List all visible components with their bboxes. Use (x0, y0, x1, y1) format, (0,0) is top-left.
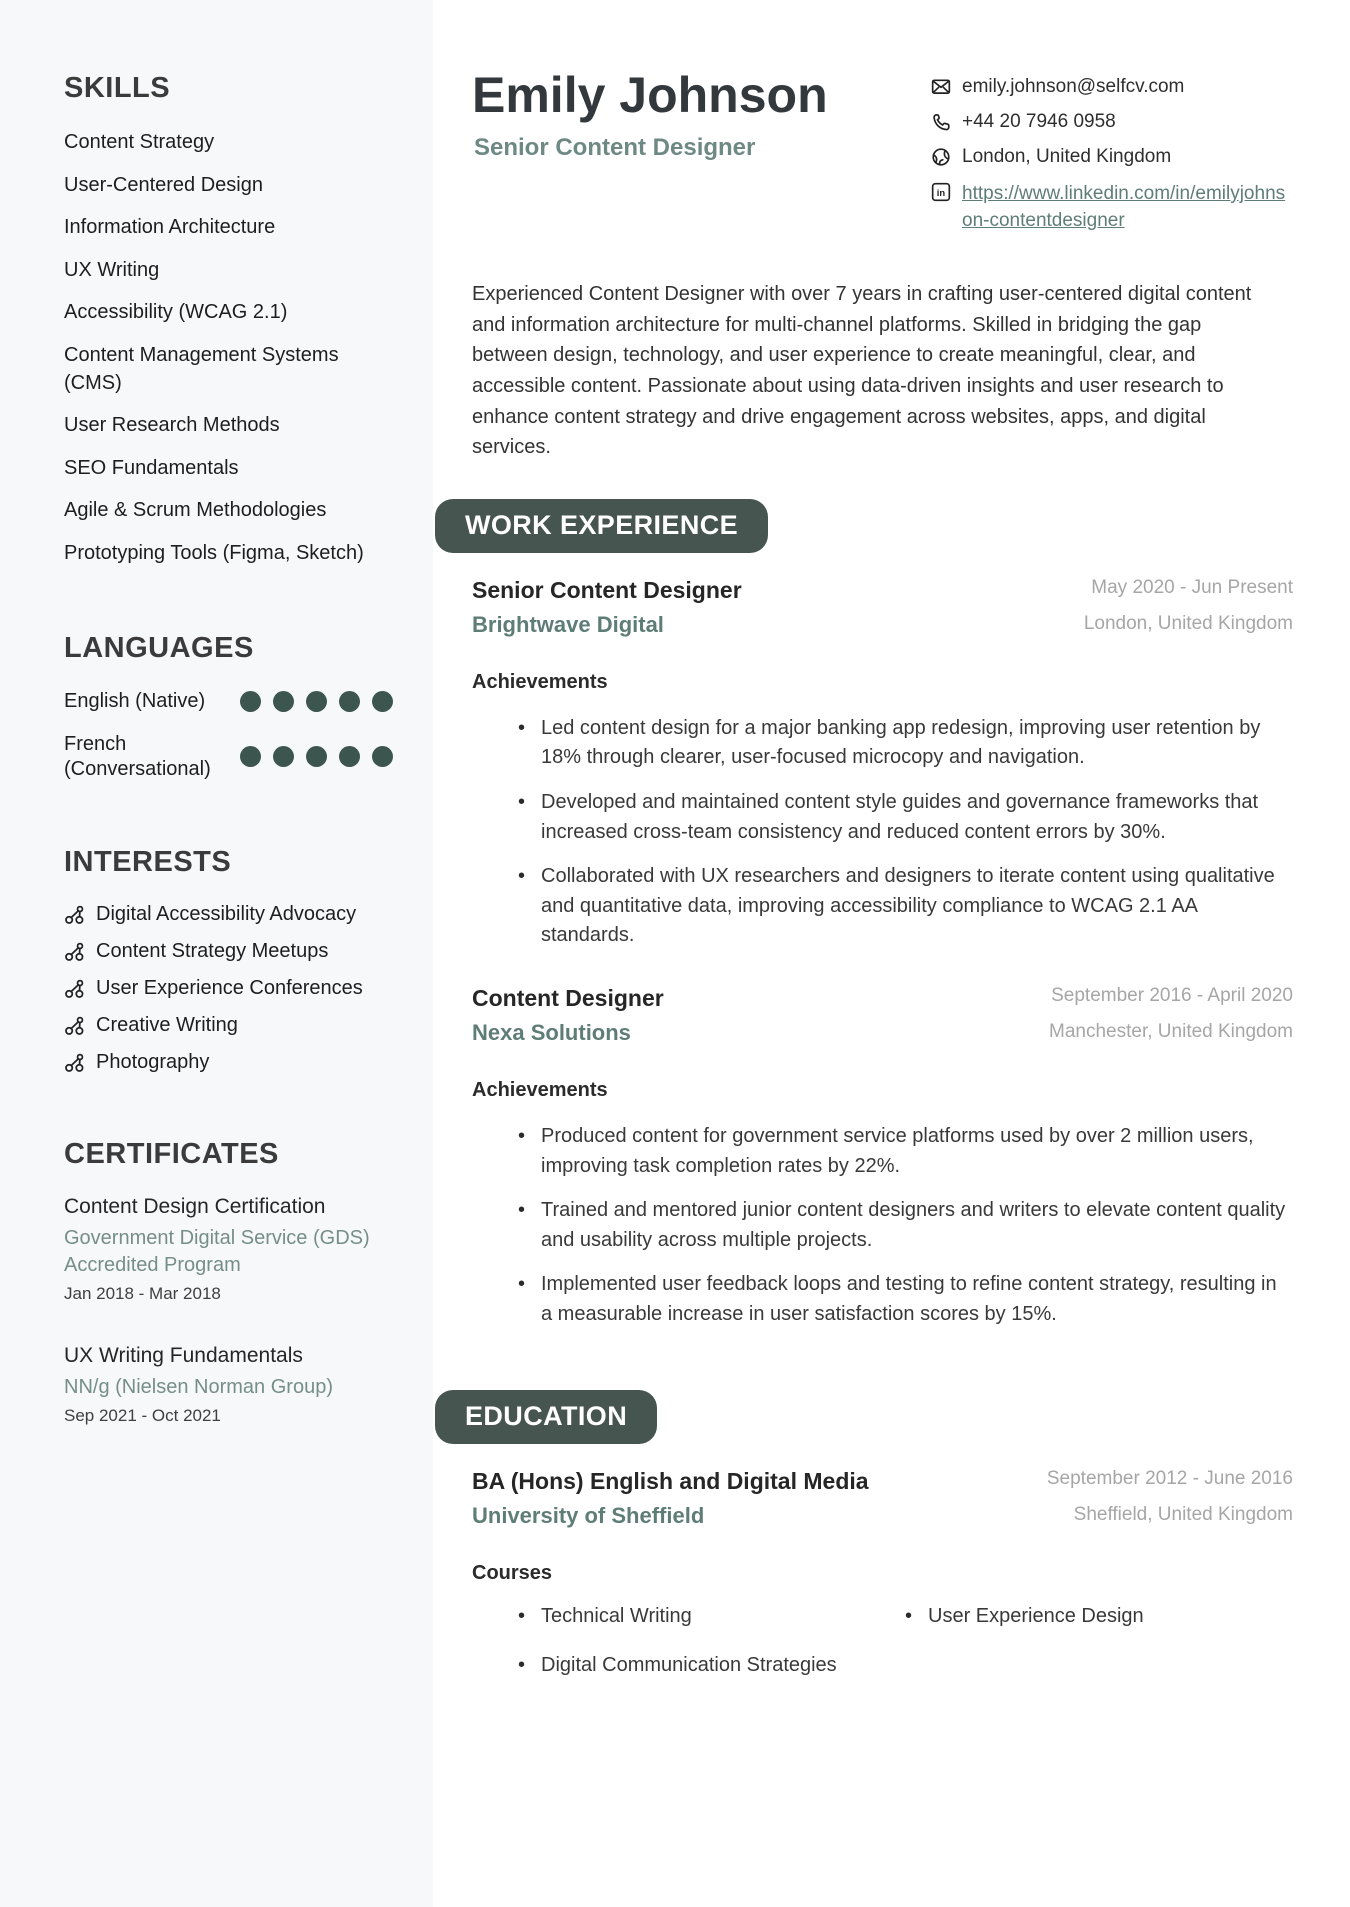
achievement-item: • Developed and maintained content style guides and governance frameworks that increased cross-team consistency and reduced content errors by 30%. (541, 788, 1293, 847)
languages-section (64, 632, 399, 782)
globe-icon (931, 147, 951, 167)
linkedin-link[interactable]: https://www.linkedin.com/in/emilyjohnson-contentdesigner (962, 183, 1286, 231)
job-title: Senior Content Designer (472, 576, 742, 603)
skills-section (64, 72, 399, 568)
skill-item: Agile & Scrum Methodologies (64, 499, 327, 522)
achievement-item: • Collaborated with UX researchers and designers to iterate content using qualitative and quantitative data, improving accessibility compliance to WCAG 2.1 AA standards. (541, 862, 1293, 951)
person-job-title: Senior Content Designer (474, 134, 756, 161)
certificates-heading: CERTIFICATES (64, 1137, 279, 1170)
school-name: University of Sheffield (472, 1503, 705, 1529)
job-dates: September 2016 - April 2020 (1051, 984, 1293, 1006)
summary-paragraph: Experienced Content Designer with over 7 years in crafting user-centered digital content and information architecture for multi-channel platforms. Skilled in bridging the gap between design, technology, and user experience to create meaningful, clear, and accessible content. Passionate about using data-driven insights and user research to enhance content strategy and drive engagement across websites, apps, and digital services. (472, 283, 1252, 459)
language-name: French (Conversational) (64, 732, 211, 780)
courses-list (472, 1605, 1293, 1677)
education-heading: EDUCATION (435, 1390, 657, 1444)
education-dates: September 2012 - June 2016 (1046, 1468, 1293, 1490)
phone-icon (931, 112, 951, 132)
interest-icon (64, 904, 85, 925)
achievement-item: • Trained and mentored junior content designers and writers to elevate content quality and usability across multiple projects. (541, 1196, 1293, 1255)
interest-item: Photography (64, 1051, 399, 1074)
achievement-item: • Implemented user feedback loops and testing to refine content strategy, resulting in a measurable increase in user satisfaction scores by 15%. (541, 1270, 1293, 1329)
interest-icon (64, 941, 85, 962)
certificate-dates: Sep 2021 - Oct 2021 (64, 1405, 221, 1425)
job-location: London, United Kingdom (1083, 612, 1293, 634)
job-company: Nexa Solutions (472, 1019, 631, 1045)
education-entry-header (472, 1468, 1293, 1540)
svg-text:in: in (936, 188, 946, 199)
course-item: • Technical Writing (518, 1605, 905, 1628)
phone-text: +44 20 7946 0958 (962, 111, 1116, 132)
certificate-name: Content Design Certification (64, 1194, 326, 1218)
achievements-label: Achievements (472, 670, 608, 693)
job-company: Brightwave Digital (472, 611, 664, 637)
skills-heading: SKILLS (64, 72, 171, 104)
email-text: emily.johnson@selfcv.com (962, 76, 1185, 97)
skill-item: Information Architecture (64, 216, 276, 239)
achievements-list (472, 714, 1293, 951)
linkedin-icon (931, 182, 951, 202)
language-row (64, 689, 399, 714)
achievement-item: • Produced content for government service platforms used by over 2 million users, improving task completion rates by 22%. (541, 1122, 1293, 1181)
course-item: • Digital Communication Strategies (518, 1654, 905, 1677)
interests-section (64, 846, 399, 1074)
skill-item: SEO Fundamentals (64, 456, 239, 479)
language-level-dots (240, 746, 393, 767)
job-location: Manchester, United Kingdom (1049, 1020, 1293, 1042)
course-item: • User Experience Design (905, 1605, 1293, 1628)
skill-item: Content Management Systems (CMS) (64, 343, 339, 394)
language-name: English (Native) (64, 689, 206, 712)
location-text: London, United Kingdom (962, 146, 1172, 167)
language-row (64, 732, 399, 782)
skill-item: User Research Methods (64, 414, 280, 437)
certificate-name: UX Writing Fundamentals (64, 1343, 303, 1367)
skill-item: Content Strategy (64, 131, 215, 153)
job-title: Content Designer (472, 984, 664, 1011)
certificate-issuer: NN/g (Nielsen Norman Group) (64, 1375, 333, 1398)
degree-title: BA (Hons) English and Digital Media (472, 1468, 869, 1495)
skill-item: Prototyping Tools (Figma, Sketch) (64, 541, 364, 564)
job-dates: May 2020 - Jun Present (1091, 576, 1293, 598)
job-entry-header (472, 985, 1293, 1057)
contact-email-row (931, 76, 1293, 98)
education-entry (472, 1468, 1293, 1677)
main-column (433, 0, 1350, 1907)
email-icon (931, 77, 951, 97)
header (472, 67, 1293, 247)
contact-location-row (931, 146, 1293, 168)
interest-icon (64, 1052, 85, 1073)
certificate-issuer: Government Digital Service (GDS) Accredited Program (64, 1226, 370, 1276)
certificate-dates: Jan 2018 - Mar 2018 (64, 1283, 221, 1303)
language-level-dots (240, 691, 393, 712)
languages-heading: LANGUAGES (64, 631, 254, 664)
contact-phone-row (931, 111, 1293, 133)
skill-item: User-Centered Design (64, 173, 263, 196)
job-entry-header (472, 577, 1293, 649)
interest-item: Digital Accessibility Advocacy (64, 903, 399, 926)
work-experience-heading: WORK EXPERIENCE (435, 499, 768, 553)
skills-list (64, 129, 399, 568)
job-entry (472, 577, 1293, 951)
certificates-section (64, 1138, 399, 1426)
skill-item: Accessibility (WCAG 2.1) (64, 301, 288, 324)
interest-icon (64, 978, 85, 999)
contact-block (931, 76, 1293, 247)
courses-label: Courses (472, 1562, 553, 1585)
interests-list (64, 903, 399, 1074)
interests-heading: INTERESTS (64, 845, 232, 878)
achievements-label: Achievements (472, 1078, 608, 1101)
identity-block (472, 67, 828, 162)
interest-icon (64, 1015, 85, 1036)
person-name: Emily Johnson (472, 67, 828, 123)
interest-item: Creative Writing (64, 1014, 399, 1037)
education-location: Sheffield, United Kingdom (1073, 1504, 1293, 1526)
certificate-entry (64, 1344, 399, 1426)
achievements-list (472, 1122, 1293, 1330)
skill-item: UX Writing (64, 258, 160, 281)
contact-linkedin-row (931, 181, 1293, 234)
interest-item: Content Strategy Meetups (64, 940, 399, 963)
interest-item: User Experience Conferences (64, 977, 399, 1000)
job-entry (472, 985, 1293, 1330)
certificate-entry (64, 1195, 399, 1304)
achievement-item: • Led content design for a major banking app redesign, improving user retention by 18% through clearer, user-focused microcopy and navigation. (541, 714, 1293, 773)
sidebar (0, 0, 433, 1907)
